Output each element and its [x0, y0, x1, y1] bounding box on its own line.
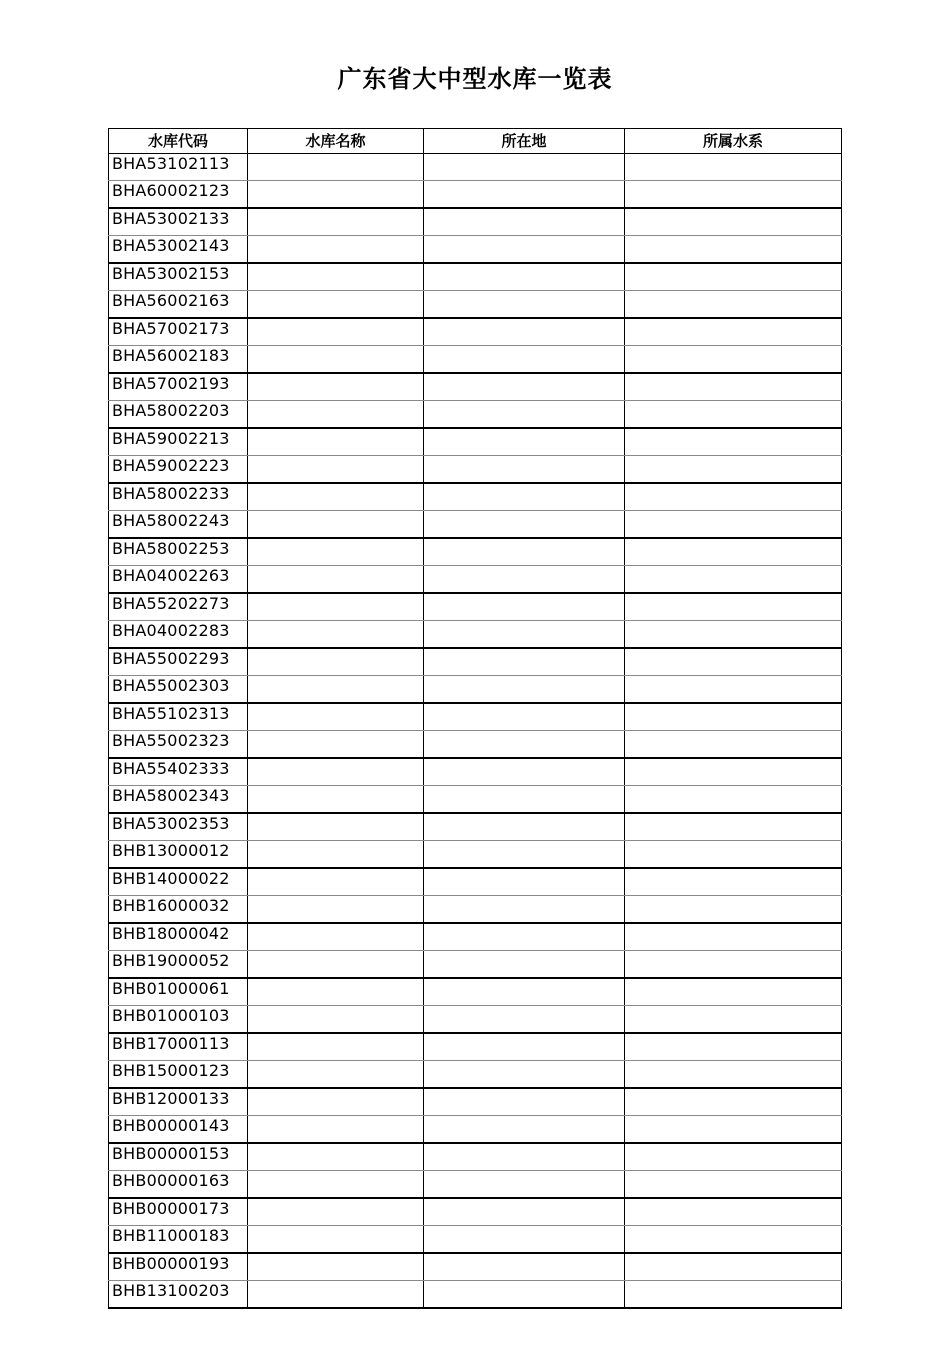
table-row — [109, 841, 842, 869]
cell-reservoir-name — [248, 1253, 424, 1281]
cell-reservoir-name — [248, 1281, 424, 1309]
cell-reservoir-name — [248, 731, 424, 759]
cell-reservoir-code: BHA58002203 — [109, 401, 248, 429]
table-row — [109, 1143, 842, 1171]
cell-reservoir-name — [248, 676, 424, 704]
cell-river-system — [625, 1171, 842, 1199]
cell-reservoir-code: BHA57002193 — [109, 373, 248, 401]
table-row — [109, 621, 842, 649]
cell-location — [424, 868, 625, 896]
cell-reservoir-name — [248, 154, 424, 181]
cell-reservoir-name — [248, 428, 424, 456]
cell-reservoir-name — [248, 511, 424, 539]
cell-location — [424, 896, 625, 924]
cell-reservoir-code: BHA55002293 — [109, 648, 248, 676]
cell-location — [424, 1116, 625, 1144]
table-row — [109, 291, 842, 319]
cell-reservoir-code: BHB17000113 — [109, 1033, 248, 1061]
cell-river-system — [625, 181, 842, 209]
cell-river-system — [625, 648, 842, 676]
cell-reservoir-code: BHA57002173 — [109, 318, 248, 346]
cell-river-system — [625, 1253, 842, 1281]
cell-river-system — [625, 813, 842, 841]
cell-location — [424, 593, 625, 621]
cell-reservoir-code: BHB15000123 — [109, 1061, 248, 1089]
table-row — [109, 951, 842, 979]
cell-location — [424, 648, 625, 676]
cell-river-system — [625, 676, 842, 704]
cell-reservoir-name — [248, 401, 424, 429]
cell-reservoir-name — [248, 786, 424, 814]
table-row — [109, 456, 842, 484]
cell-reservoir-code: BHA53002153 — [109, 263, 248, 291]
cell-river-system — [625, 1006, 842, 1034]
cell-reservoir-code: BHA55002303 — [109, 676, 248, 704]
column-header-location: 所在地 — [424, 129, 625, 154]
table-row — [109, 401, 842, 429]
cell-reservoir-name — [248, 1061, 424, 1089]
table-row — [109, 154, 842, 181]
table-row — [109, 1281, 842, 1309]
cell-location — [424, 758, 625, 786]
cell-location — [424, 1171, 625, 1199]
cell-river-system — [625, 786, 842, 814]
cell-reservoir-name — [248, 538, 424, 566]
table-body — [109, 154, 842, 1309]
cell-river-system — [625, 208, 842, 236]
cell-reservoir-name — [248, 1033, 424, 1061]
cell-reservoir-code: BHB01000061 — [109, 978, 248, 1006]
cell-river-system — [625, 401, 842, 429]
cell-river-system — [625, 1116, 842, 1144]
cell-reservoir-code: BHB00000153 — [109, 1143, 248, 1171]
cell-reservoir-name — [248, 951, 424, 979]
cell-river-system — [625, 1198, 842, 1226]
table-row — [109, 1116, 842, 1144]
cell-reservoir-name — [248, 291, 424, 319]
cell-reservoir-code: BHB13000012 — [109, 841, 248, 869]
cell-reservoir-code: BHA60002123 — [109, 181, 248, 209]
cell-reservoir-code: BHA56002183 — [109, 346, 248, 374]
cell-river-system — [625, 703, 842, 731]
cell-river-system — [625, 428, 842, 456]
table-row — [109, 1226, 842, 1254]
cell-location — [424, 181, 625, 209]
cell-location — [424, 1253, 625, 1281]
cell-location — [424, 813, 625, 841]
cell-river-system — [625, 1281, 842, 1309]
cell-location — [424, 154, 625, 181]
cell-location — [424, 346, 625, 374]
cell-reservoir-code: BHA53002133 — [109, 208, 248, 236]
cell-river-system — [625, 621, 842, 649]
cell-reservoir-name — [248, 703, 424, 731]
cell-location — [424, 401, 625, 429]
table-row — [109, 813, 842, 841]
cell-river-system — [625, 346, 842, 374]
column-header-code: 水库代码 — [109, 129, 248, 154]
column-header-name: 水库名称 — [248, 129, 424, 154]
cell-reservoir-name — [248, 923, 424, 951]
cell-reservoir-name — [248, 813, 424, 841]
cell-river-system — [625, 456, 842, 484]
cell-reservoir-code: BHB18000042 — [109, 923, 248, 951]
table-row — [109, 676, 842, 704]
cell-location — [424, 786, 625, 814]
table-row — [109, 923, 842, 951]
cell-location — [424, 1033, 625, 1061]
cell-reservoir-name — [248, 1171, 424, 1199]
cell-river-system — [625, 923, 842, 951]
cell-location — [424, 703, 625, 731]
table-row — [109, 511, 842, 539]
cell-reservoir-code: BHA58002233 — [109, 483, 248, 511]
column-header-river-system: 所属水系 — [625, 129, 842, 154]
header-row — [109, 129, 842, 154]
table-row — [109, 566, 842, 594]
cell-reservoir-code: BHB00000163 — [109, 1171, 248, 1199]
table-row — [109, 1061, 842, 1089]
cell-reservoir-code: BHA59002223 — [109, 456, 248, 484]
table-row — [109, 896, 842, 924]
cell-reservoir-name — [248, 566, 424, 594]
cell-location — [424, 621, 625, 649]
cell-location — [424, 1061, 625, 1089]
cell-reservoir-name — [248, 181, 424, 209]
table-row — [109, 758, 842, 786]
cell-location — [424, 676, 625, 704]
table-row — [109, 538, 842, 566]
cell-reservoir-code: BHB14000022 — [109, 868, 248, 896]
table-row — [109, 346, 842, 374]
cell-reservoir-code: BHA04002263 — [109, 566, 248, 594]
cell-river-system — [625, 1143, 842, 1171]
cell-location — [424, 318, 625, 346]
table-row — [109, 1088, 842, 1116]
cell-reservoir-code: BHA55202273 — [109, 593, 248, 621]
table-row — [109, 1198, 842, 1226]
cell-reservoir-name — [248, 373, 424, 401]
table-row — [109, 236, 842, 264]
cell-location — [424, 483, 625, 511]
cell-location — [424, 291, 625, 319]
cell-river-system — [625, 951, 842, 979]
cell-reservoir-code: BHA59002213 — [109, 428, 248, 456]
cell-location — [424, 263, 625, 291]
cell-reservoir-code: BHA55102313 — [109, 703, 248, 731]
table-row — [109, 263, 842, 291]
cell-reservoir-code: BHA56002163 — [109, 291, 248, 319]
cell-reservoir-code: BHB11000183 — [109, 1226, 248, 1254]
table-row — [109, 786, 842, 814]
cell-location — [424, 951, 625, 979]
cell-reservoir-name — [248, 483, 424, 511]
cell-reservoir-code: BHB01000103 — [109, 1006, 248, 1034]
cell-reservoir-name — [248, 868, 424, 896]
cell-reservoir-name — [248, 593, 424, 621]
cell-location — [424, 1006, 625, 1034]
cell-river-system — [625, 318, 842, 346]
cell-location — [424, 511, 625, 539]
cell-reservoir-code: BHB00000193 — [109, 1253, 248, 1281]
cell-river-system — [625, 1088, 842, 1116]
cell-location — [424, 428, 625, 456]
cell-reservoir-name — [248, 1226, 424, 1254]
cell-river-system — [625, 154, 842, 181]
cell-reservoir-code: BHA53002143 — [109, 236, 248, 264]
cell-reservoir-code: BHB12000133 — [109, 1088, 248, 1116]
cell-river-system — [625, 593, 842, 621]
table-row — [109, 181, 842, 209]
cell-reservoir-name — [248, 1088, 424, 1116]
cell-reservoir-name — [248, 1006, 424, 1034]
cell-river-system — [625, 538, 842, 566]
cell-reservoir-code: BHA53002353 — [109, 813, 248, 841]
cell-reservoir-name — [248, 1198, 424, 1226]
cell-location — [424, 456, 625, 484]
cell-river-system — [625, 1226, 842, 1254]
cell-reservoir-name — [248, 208, 424, 236]
cell-reservoir-code: BHA55402333 — [109, 758, 248, 786]
cell-reservoir-code: BHB13100203 — [109, 1281, 248, 1309]
table-row — [109, 208, 842, 236]
cell-reservoir-name — [248, 236, 424, 264]
cell-reservoir-code: BHB00000173 — [109, 1198, 248, 1226]
cell-reservoir-name — [248, 318, 424, 346]
cell-location — [424, 1143, 625, 1171]
cell-reservoir-code: BHB00000143 — [109, 1116, 248, 1144]
table-row — [109, 1253, 842, 1281]
table-row — [109, 648, 842, 676]
cell-river-system — [625, 511, 842, 539]
table-row — [109, 483, 842, 511]
cell-location — [424, 841, 625, 869]
table-row — [109, 978, 842, 1006]
reservoir-table — [108, 128, 842, 1309]
cell-river-system — [625, 1033, 842, 1061]
cell-river-system — [625, 291, 842, 319]
cell-reservoir-name — [248, 978, 424, 1006]
cell-reservoir-code: BHB19000052 — [109, 951, 248, 979]
cell-river-system — [625, 236, 842, 264]
cell-location — [424, 236, 625, 264]
table-row — [109, 593, 842, 621]
cell-river-system — [625, 731, 842, 759]
cell-location — [424, 373, 625, 401]
cell-reservoir-name — [248, 1116, 424, 1144]
cell-river-system — [625, 566, 842, 594]
cell-reservoir-name — [248, 621, 424, 649]
cell-river-system — [625, 1061, 842, 1089]
cell-reservoir-name — [248, 456, 424, 484]
table-row — [109, 373, 842, 401]
cell-reservoir-name — [248, 758, 424, 786]
table-row — [109, 1033, 842, 1061]
cell-location — [424, 538, 625, 566]
cell-location — [424, 1281, 625, 1309]
cell-reservoir-code: BHA55002323 — [109, 731, 248, 759]
table-header — [109, 129, 842, 154]
table-row — [109, 868, 842, 896]
cell-location — [424, 208, 625, 236]
cell-location — [424, 731, 625, 759]
table-row — [109, 428, 842, 456]
cell-location — [424, 1088, 625, 1116]
table-row — [109, 318, 842, 346]
cell-river-system — [625, 868, 842, 896]
cell-reservoir-code: BHA53102113 — [109, 154, 248, 181]
cell-reservoir-code: BHB16000032 — [109, 896, 248, 924]
cell-reservoir-name — [248, 841, 424, 869]
cell-river-system — [625, 758, 842, 786]
cell-location — [424, 1198, 625, 1226]
cell-reservoir-code: BHA58002243 — [109, 511, 248, 539]
page-title: 广东省大中型水库一览表 — [337, 65, 613, 93]
cell-reservoir-code: BHA58002253 — [109, 538, 248, 566]
cell-reservoir-code: BHA58002343 — [109, 786, 248, 814]
cell-river-system — [625, 373, 842, 401]
cell-reservoir-name — [248, 896, 424, 924]
table-row — [109, 1006, 842, 1034]
cell-reservoir-name — [248, 346, 424, 374]
table-row — [109, 703, 842, 731]
cell-river-system — [625, 841, 842, 869]
cell-location — [424, 923, 625, 951]
cell-location — [424, 978, 625, 1006]
cell-river-system — [625, 978, 842, 1006]
cell-reservoir-name — [248, 648, 424, 676]
cell-river-system — [625, 483, 842, 511]
cell-reservoir-name — [248, 263, 424, 291]
cell-river-system — [625, 263, 842, 291]
cell-location — [424, 1226, 625, 1254]
table-row — [109, 1171, 842, 1199]
cell-river-system — [625, 896, 842, 924]
cell-reservoir-code: BHA04002283 — [109, 621, 248, 649]
cell-reservoir-name — [248, 1143, 424, 1171]
cell-location — [424, 566, 625, 594]
table-row — [109, 731, 842, 759]
